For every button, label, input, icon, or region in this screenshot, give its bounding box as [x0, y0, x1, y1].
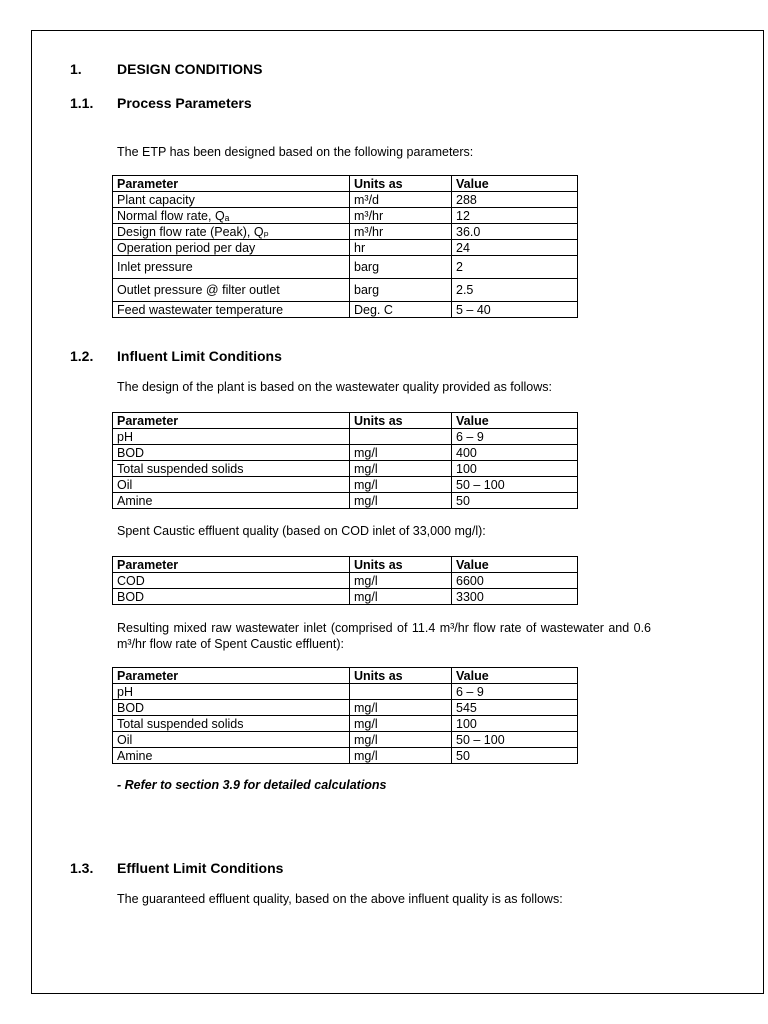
table-cell: mg/l — [350, 445, 452, 461]
table-cell: Amine — [113, 748, 350, 764]
table-row — [113, 493, 578, 509]
section-1-2-title: Influent Limit Conditions — [117, 348, 282, 364]
table-header-row — [113, 557, 578, 573]
process-intro-text: The ETP has been designed based on the following parameters: — [117, 145, 474, 159]
table-cell: 2.5 — [452, 279, 578, 302]
table-row — [113, 192, 578, 208]
table-cell: 50 – 100 — [452, 477, 578, 493]
column-header: Units as — [350, 557, 452, 573]
table-cell: mg/l — [350, 700, 452, 716]
table-cell: 100 — [452, 716, 578, 732]
table-row — [113, 461, 578, 477]
table-cell: Inlet pressure — [113, 256, 350, 279]
section-1-number: 1. — [70, 61, 82, 77]
table-cell: COD — [113, 573, 350, 589]
table-cell: mg/l — [350, 732, 452, 748]
column-header: Units as — [350, 413, 452, 429]
table-cell: Deg. C — [350, 302, 452, 318]
section-1-2-number: 1.2. — [70, 348, 94, 364]
table-cell: Oil — [113, 477, 350, 493]
table-cell: Design flow rate (Peak), Qₚ — [113, 224, 350, 240]
process-parameters-table — [112, 175, 578, 318]
table-cell: mg/l — [350, 748, 452, 764]
table-cell: Plant capacity — [113, 192, 350, 208]
table-row — [113, 224, 578, 240]
section-1-title: DESIGN CONDITIONS — [117, 61, 263, 77]
table-row — [113, 302, 578, 318]
table-header-row — [113, 176, 578, 192]
mixed-wastewater-table — [112, 667, 578, 764]
table-cell: 288 — [452, 192, 578, 208]
table-cell: 6 – 9 — [452, 684, 578, 700]
influent-intro-text: The design of the plant is based on the wastewater quality provided as follows: — [117, 380, 552, 394]
table-cell: 50 – 100 — [452, 732, 578, 748]
table-row — [113, 732, 578, 748]
table-cell: 50 — [452, 493, 578, 509]
table-cell: BOD — [113, 700, 350, 716]
column-header: Value — [452, 668, 578, 684]
column-header: Value — [452, 176, 578, 192]
table-cell: Outlet pressure @ filter outlet — [113, 279, 350, 302]
table-row — [113, 445, 578, 461]
influent-quality-table — [112, 412, 578, 509]
table-cell: mg/l — [350, 573, 452, 589]
table-cell: 12 — [452, 208, 578, 224]
table-cell: Oil — [113, 732, 350, 748]
table-row — [113, 700, 578, 716]
table-cell: 5 – 40 — [452, 302, 578, 318]
table-cell: Amine — [113, 493, 350, 509]
table-cell: mg/l — [350, 589, 452, 605]
table-cell: 6600 — [452, 573, 578, 589]
table-cell — [350, 429, 452, 445]
spent-caustic-table — [112, 556, 578, 605]
table-row — [113, 589, 578, 605]
table-row — [113, 279, 578, 302]
table-cell: 50 — [452, 748, 578, 764]
table-cell: Total suspended solids — [113, 461, 350, 477]
table-cell: 545 — [452, 700, 578, 716]
table-cell: Operation period per day — [113, 240, 350, 256]
column-header: Parameter — [113, 413, 350, 429]
section-1-1-title: Process Parameters — [117, 95, 252, 111]
table-cell: hr — [350, 240, 452, 256]
table-cell: 24 — [452, 240, 578, 256]
table-cell: Feed wastewater temperature — [113, 302, 350, 318]
table-cell: m³/hr — [350, 224, 452, 240]
table-row — [113, 748, 578, 764]
caustic-intro-text: Spent Caustic effluent quality (based on COD inlet of 33,000 mg/l): — [117, 524, 486, 538]
column-header: Value — [452, 413, 578, 429]
table-cell: barg — [350, 256, 452, 279]
table-cell: m³/hr — [350, 208, 452, 224]
calculation-reference-note: - Refer to section 3.9 for detailed calculations — [117, 778, 387, 792]
table-cell: 36.0 — [452, 224, 578, 240]
table-cell: pH — [113, 684, 350, 700]
table-row — [113, 716, 578, 732]
table-header-row — [113, 668, 578, 684]
table-cell: 3300 — [452, 589, 578, 605]
column-header: Value — [452, 557, 578, 573]
table-header-row — [113, 413, 578, 429]
column-header: Parameter — [113, 668, 350, 684]
section-1-3-title: Effluent Limit Conditions — [117, 860, 284, 876]
table-row — [113, 240, 578, 256]
column-header: Units as — [350, 668, 452, 684]
table-cell — [350, 684, 452, 700]
effluent-intro-text: The guaranteed effluent quality, based on the above influent quality is as follows: — [117, 892, 563, 906]
table-cell: mg/l — [350, 716, 452, 732]
table-cell: mg/l — [350, 493, 452, 509]
table-row — [113, 256, 578, 279]
table-row — [113, 477, 578, 493]
section-1-1-number: 1.1. — [70, 95, 94, 111]
table-cell: mg/l — [350, 461, 452, 477]
table-cell: pH — [113, 429, 350, 445]
table-cell: BOD — [113, 589, 350, 605]
table-cell: 2 — [452, 256, 578, 279]
table-cell: 100 — [452, 461, 578, 477]
table-cell: m³/d — [350, 192, 452, 208]
table-cell: Total suspended solids — [113, 716, 350, 732]
table-row — [113, 573, 578, 589]
column-header: Units as — [350, 176, 452, 192]
table-row — [113, 684, 578, 700]
table-cell: Normal flow rate, Qₐ — [113, 208, 350, 224]
table-row — [113, 429, 578, 445]
section-1-3-number: 1.3. — [70, 860, 94, 876]
column-header: Parameter — [113, 557, 350, 573]
table-cell: barg — [350, 279, 452, 302]
table-cell: mg/l — [350, 477, 452, 493]
column-header: Parameter — [113, 176, 350, 192]
table-cell: BOD — [113, 445, 350, 461]
table-cell: 6 – 9 — [452, 429, 578, 445]
table-row — [113, 208, 578, 224]
table-cell: 400 — [452, 445, 578, 461]
mixed-wastewater-intro-text: Resulting mixed raw wastewater inlet (comprised of 11.4 m³/hr flow rate of wastewater and 0.6 m³/hr flow rate of Spent Caustic effluent): — [117, 621, 651, 651]
